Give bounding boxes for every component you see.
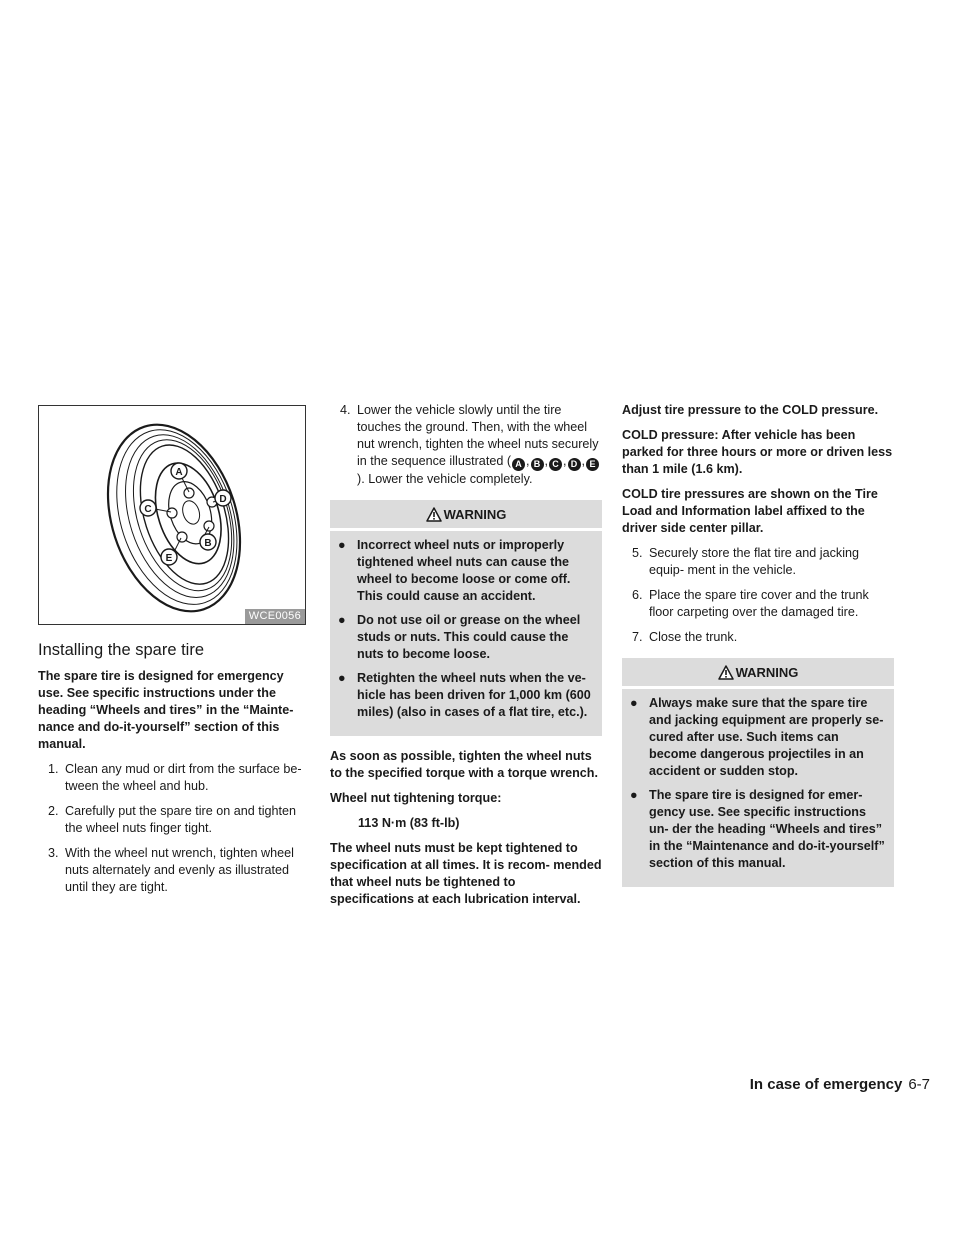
torque-paragraph-2: The wheel nuts must be kept tightened to specification at all times. It is recom- mended that wheel nuts be tightened to specifications at each lubrication interval. bbox=[330, 841, 602, 906]
sequence-a-icon: A bbox=[512, 458, 525, 471]
warning-item: ● Retighten the wheel nuts when the ve- hicle has been driven for 1,000 km (600 miles) (also in cases of a flat tire, etc.). bbox=[338, 671, 591, 719]
figure-label-e: E bbox=[165, 553, 173, 564]
warning-header bbox=[330, 500, 602, 531]
sequence-e-icon: E bbox=[586, 458, 599, 471]
warning-triangle-icon bbox=[718, 665, 734, 680]
sequence-c-icon: C bbox=[549, 458, 562, 471]
steps-list-2 bbox=[622, 545, 894, 646]
step-item: 4. Lower the vehicle slowly until the tire touches the ground. Then, with the wheel nut wrench, tighten the wheel nuts securely in the sequence illustrated ( A , B , C , D , E). Lower the vehicle completely. bbox=[340, 403, 599, 486]
spare-tire-figure bbox=[38, 405, 306, 625]
figure-label-c: C bbox=[144, 504, 152, 515]
pressure-paragraph-2: COLD pressure: After vehicle has been parked for three hours or more or driven less than 1 mile (1.6 km). bbox=[622, 428, 893, 476]
warning-header bbox=[622, 658, 894, 689]
figure-code: WCE0056 bbox=[245, 609, 305, 624]
column-left bbox=[38, 405, 308, 904]
torque-label: Wheel nut tightening torque: bbox=[330, 791, 502, 805]
page-footer bbox=[750, 1076, 930, 1093]
sequence-d-icon: D bbox=[568, 458, 581, 471]
pressure-paragraph-1: Adjust tire pressure to the COLD pressure. bbox=[622, 403, 879, 417]
chapter-name: In case of emergency bbox=[749, 1076, 903, 1093]
section-title: Installing the spare tire bbox=[38, 641, 205, 659]
figure-label-d: D bbox=[219, 494, 227, 505]
warning-title: WARNING bbox=[735, 665, 799, 680]
warning-box-2 bbox=[622, 658, 894, 887]
warning-title: WARNING bbox=[443, 507, 507, 522]
step-item: 5. Securely store the flat tire and jacking equip- ment in the vehicle. bbox=[632, 546, 860, 577]
warning-item: ● Always make sure that the spare tire and jacking equipment are properly se- cured after use. Such items can become dangerous projectiles in an accident or sudden stop. bbox=[630, 696, 884, 778]
warning-list bbox=[330, 537, 602, 721]
steps-list bbox=[38, 761, 308, 896]
sequence-b-icon: B bbox=[531, 458, 544, 471]
pressure-paragraph-3: COLD tire pressures are shown on the Tire Load and Information label affixed to the driver side center pillar. bbox=[622, 487, 878, 535]
intro-paragraph: The spare tire is designed for emergency use. See specific instructions under the heading “Wheels and tires” in the “Mainte- nance and do-it-yourself” section of this manual. bbox=[38, 669, 294, 751]
warning-item: ● Incorrect wheel nuts or improperly tightened wheel nuts can cause the wheel to become loose or come off. This could cause an accident. bbox=[338, 538, 571, 603]
warning-list bbox=[622, 695, 894, 872]
tire-illustration bbox=[39, 406, 305, 624]
step-item: 3. With the wheel nut wrench, tighten wheel nuts alternately and evenly as illustrated until they are tight. bbox=[48, 846, 294, 894]
column-middle bbox=[330, 405, 602, 916]
figure-label-b: B bbox=[204, 538, 212, 549]
warning-triangle-icon bbox=[426, 507, 442, 522]
column-right bbox=[622, 405, 894, 899]
page-number: 6-7 bbox=[908, 1076, 930, 1093]
warning-box bbox=[330, 500, 602, 736]
figure-label-a: A bbox=[175, 467, 183, 478]
step-item: 1. Clean any mud or dirt from the surface be- tween the wheel and hub. bbox=[48, 762, 302, 793]
step-item: 7. Close the trunk. bbox=[632, 630, 738, 644]
torque-paragraph: As soon as possible, tighten the wheel nuts to the specified torque with a torque wrench. bbox=[330, 749, 598, 780]
torque-value: 113 N·m (83 ft-lb) bbox=[358, 816, 460, 830]
warning-item: ● Do not use oil or grease on the wheel studs or nuts. This could cause the nuts to become loose. bbox=[338, 613, 581, 661]
step-item: 2. Carefully put the spare tire on and tighten the wheel nuts finger tight. bbox=[48, 804, 297, 835]
step-item: 6. Place the spare tire cover and the trunk floor carpeting over the damaged tire. bbox=[632, 588, 869, 619]
warning-item: ● The spare tire is designed for emer- gency use. See specific instructions un- der the heading “Wheels and tires” in the “Maintenance and do-it-yourself” section of this manual. bbox=[630, 788, 885, 870]
